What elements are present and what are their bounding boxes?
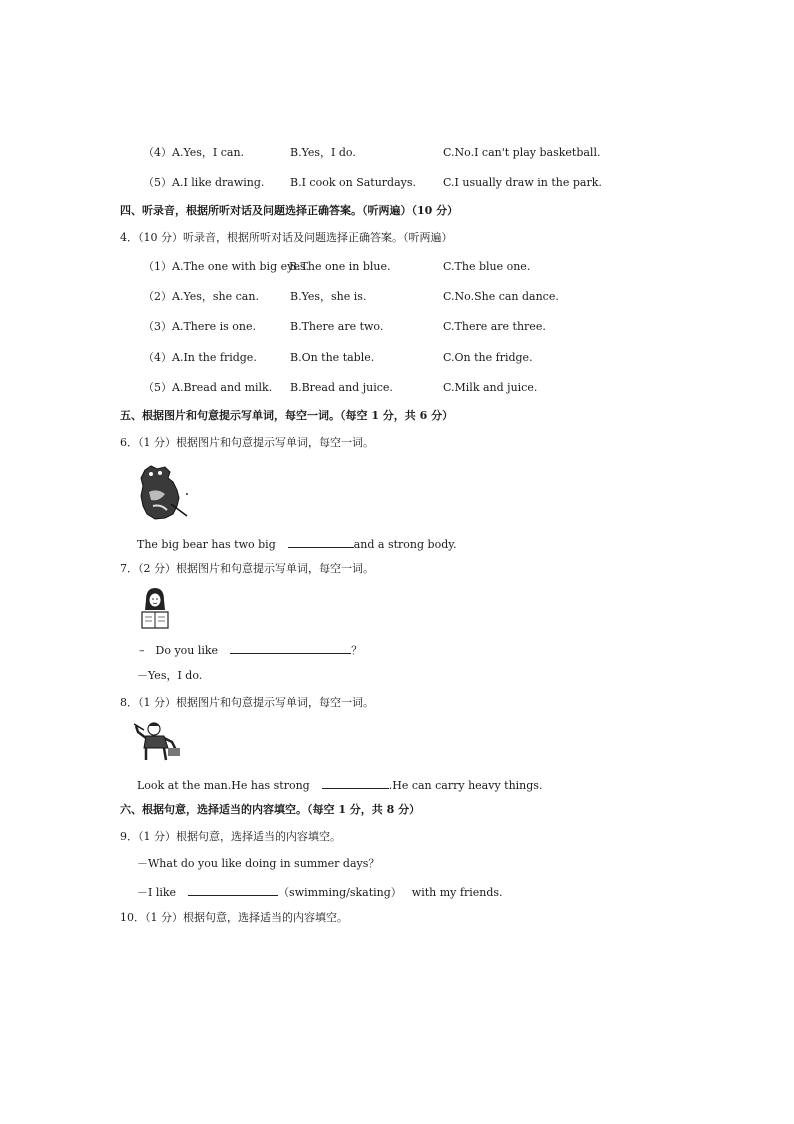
q6-text-after: and a strong body. (353, 538, 457, 551)
q4-option-1-a (143, 260, 309, 274)
q4-option-3-a (143, 320, 256, 334)
option-a-text: A.The one with big eyes. (172, 260, 309, 273)
girl-reading-picture (138, 586, 172, 632)
option-a-text: A.Bread and milk. (172, 381, 273, 394)
strong-man-picture (134, 720, 182, 762)
q7-answer-blank[interactable] (230, 642, 351, 654)
option-number: （3） (143, 320, 172, 333)
q3-option-5-c: C.I usually draw in the park. (443, 176, 602, 189)
q6-sentence (137, 536, 457, 552)
q7-line-1 (139, 642, 362, 658)
q4-option-3-c: C.There are three. (443, 320, 546, 333)
option-a-text: A.Yes，I can. (172, 146, 245, 159)
section-6-heading: 六、根据句意，选择适当的内容填空。（每空 1 分，共 8 分） (120, 803, 421, 816)
option-a-text: A.In the fridge. (172, 351, 257, 364)
q9-line-2 (137, 884, 503, 900)
q6-text-before: The big bear has two big (137, 538, 276, 551)
q8-answer-blank[interactable] (322, 777, 389, 789)
q9-answer-blank[interactable] (188, 884, 278, 896)
q3-option-5-a (143, 176, 264, 190)
q4-option-5-c: C.Milk and juice. (443, 381, 538, 394)
q6-answer-blank[interactable] (288, 536, 354, 548)
q9-line-1: －What do you like doing in summer days？ (137, 857, 380, 870)
q8-text-after: .He can carry heavy things. (388, 779, 543, 792)
q4-option-2-b: B.Yes，she is. (290, 290, 367, 303)
q4-option-2-c: C.No.She can dance. (443, 290, 559, 303)
section-4-heading: 四、听录音，根据所听对话及问题选择正确答案。（听两遍）（10 分） (120, 204, 459, 217)
option-a-text: A.I like drawing. (172, 176, 265, 189)
q4-option-1-c: C.The blue one. (443, 260, 531, 273)
section-5-heading: 五、根据图片和句意提示写单词，每空一词。（每空 1 分，共 6 分） (120, 409, 454, 422)
option-number: （5） (143, 176, 172, 189)
q6-stem: 6．（1 分）根据图片和句意提示写单词，每空一词。 (120, 436, 374, 449)
q10-stem: 10．（1 分）根据句意，选择适当的内容填空。 (120, 911, 348, 924)
q9-stem: 9．（1 分）根据句意，选择适当的内容填空。 (120, 830, 341, 843)
q8-sentence (137, 777, 542, 793)
q4-option-1-b: B.The one in blue. (289, 260, 391, 273)
q4-option-4-a (143, 351, 257, 365)
bear-picture (135, 462, 191, 522)
q4-option-3-b: B.There are two. (290, 320, 384, 333)
option-number: （5） (143, 381, 172, 394)
q7-stem: 7．（2 分）根据图片和句意提示写单词，每空一词。 (120, 562, 374, 575)
q3-option-4-b: B.Yes，I do. (290, 146, 356, 159)
q4-option-5-b: B.Bread and juice. (290, 381, 393, 394)
option-number: （4） (143, 351, 172, 364)
q4-option-2-a (143, 290, 259, 304)
q4-stem: 4．（10 分）听录音，根据所听对话及问题选择正确答案。（听两遍） (120, 231, 453, 244)
q9-text-after: with my friends. (411, 886, 503, 899)
q7-text-before: – Do you like (139, 644, 219, 657)
q8-stem: 8．（1 分）根据图片和句意提示写单词，每空一词。 (120, 696, 374, 709)
option-number: （2） (143, 290, 172, 303)
q4-option-4-b: B.On the table. (290, 351, 375, 364)
q7-text-after: ？ (351, 644, 363, 657)
q4-option-5-a (143, 381, 272, 395)
option-a-text: A.Yes，she can. (172, 290, 259, 303)
q4-option-4-c: C.On the fridge. (443, 351, 533, 364)
q9-text-before: －I like (137, 886, 177, 899)
option-a-text: A.There is one. (172, 320, 257, 333)
q3-option-5-b: B.I cook on Saturdays. (290, 176, 417, 189)
q9-choice-hint: （swimming/skating） (278, 886, 402, 899)
q3-option-4-a (143, 146, 244, 160)
option-number: （4） (143, 146, 172, 159)
q3-option-4-c: C.No.I can't play basketball. (443, 146, 601, 159)
option-number: （1） (143, 260, 172, 273)
q7-line-2: －Yes，I do. (137, 669, 203, 682)
q8-text-before: Look at the man.He has strong (137, 779, 310, 792)
